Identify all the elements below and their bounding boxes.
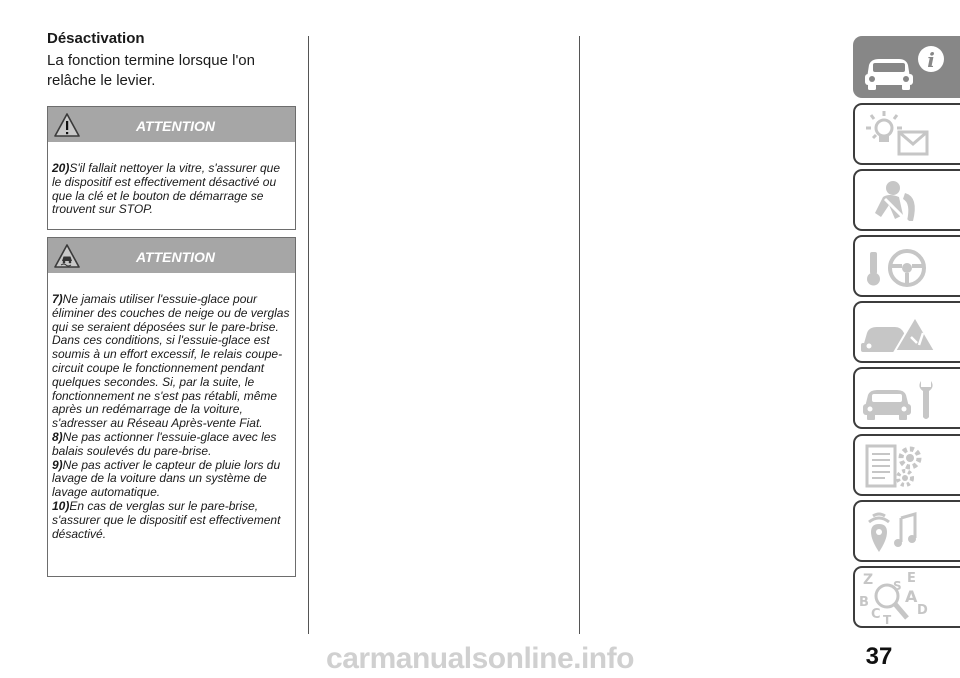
warning-item: 7)Ne jamais utiliser l'essuie-glace pour éliminer des couches de neige ou de verglas qui se seraient déposées sur le pare-brise. Dans ces conditions, si l'essuie-glace est soumis à un effort excessif, le relais coupe-circuit coupe le fonctionnement pendant quelques secondes. Si, par la suite, le fonctionnement ne s'est pas rétabli, même après un redémarrage de la voiture, s'adresser au Réseau Après-vente Fiat. bbox=[52, 292, 290, 431]
attention-box-1 bbox=[47, 106, 296, 230]
svg-text:S: S bbox=[893, 579, 902, 593]
svg-text:Z: Z bbox=[863, 572, 874, 588]
attention-title: ATTENTION bbox=[135, 118, 216, 134]
section-heading: Désactivation bbox=[47, 30, 145, 47]
column-divider-right bbox=[579, 36, 580, 634]
lights-messages-icon bbox=[855, 105, 960, 167]
tab-emergency[interactable] bbox=[853, 301, 960, 363]
safety-seatbelt-icon bbox=[855, 171, 960, 233]
tab-car-info[interactable] bbox=[853, 36, 960, 98]
warning-item: 9)Ne pas activer le capteur de pluie lors du lavage de la voiture dans un système de lavage automatique. bbox=[52, 457, 281, 500]
tab-maintenance[interactable] bbox=[853, 367, 960, 429]
svg-text:B: B bbox=[859, 595, 869, 610]
section-body-text: La fonction termine lorsque l'on relâche le levier. bbox=[47, 52, 255, 89]
car-info-icon bbox=[855, 38, 960, 100]
svg-text:i: i bbox=[927, 48, 935, 72]
tab-technical-data[interactable] bbox=[853, 434, 960, 496]
tab-starting-driving[interactable] bbox=[853, 235, 960, 297]
attention-body bbox=[48, 273, 295, 541]
svg-text:C: C bbox=[871, 607, 881, 622]
attention-body bbox=[48, 142, 295, 217]
svg-text:T: T bbox=[883, 613, 892, 627]
attention-title: ATTENTION bbox=[135, 249, 216, 265]
svg-text:D: D bbox=[917, 603, 928, 618]
page-number: 37 bbox=[865, 643, 893, 670]
tab-lights-messages[interactable] bbox=[853, 103, 960, 165]
tab-index[interactable] bbox=[853, 566, 960, 628]
warning-item: 10)En cas de verglas sur le pare-brise, s'assurer que le dispositif est effectivement désactivé. bbox=[52, 498, 281, 541]
technical-data-icon bbox=[855, 436, 960, 498]
warning-item: 20)S'il fallait nettoyer la vitre, s'assurer que le dispositif est effectivement désactivé ou que la clé et le bouton de démarrage se trouvent sur STOP. bbox=[52, 161, 281, 217]
attention-header bbox=[48, 107, 295, 142]
alphabetical-index-icon bbox=[855, 568, 960, 630]
key-steering-wheel-icon bbox=[855, 237, 960, 299]
emergency-breakdown-icon bbox=[855, 303, 960, 365]
tab-multimedia[interactable] bbox=[853, 500, 960, 562]
attention-box-2 bbox=[47, 237, 296, 577]
car-maintenance-icon bbox=[855, 369, 960, 431]
warning-item: 8)Ne pas actionner l'essuie-glace avec les balais soulevés du pare-brise. bbox=[52, 429, 277, 458]
watermark-text: carmanualsonline.info bbox=[326, 642, 634, 675]
column-divider-left bbox=[308, 36, 309, 634]
svg-text:E: E bbox=[907, 571, 916, 586]
tab-safety[interactable] bbox=[853, 169, 960, 231]
svg-text:A: A bbox=[905, 587, 918, 606]
multimedia-icon bbox=[855, 502, 960, 564]
attention-header bbox=[48, 238, 295, 273]
